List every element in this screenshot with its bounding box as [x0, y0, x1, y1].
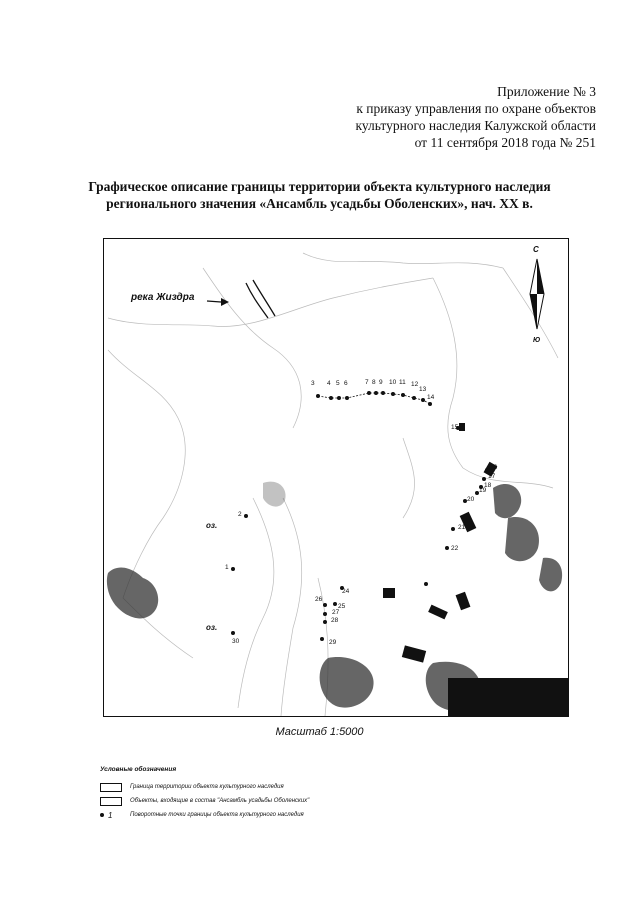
order-reference: к приказу управления по охране объектов: [356, 101, 596, 116]
boundary-point-22-label: 22: [451, 545, 459, 552]
boundary-point-1-dot: [231, 567, 235, 571]
boundary-point-23-dot: [424, 582, 428, 586]
appendix-header: [355, 83, 596, 151]
boundary-point-6-dot: [345, 396, 349, 400]
point-marker-swatch: [100, 811, 122, 820]
map-scale: Масштаб 1:5000: [275, 726, 364, 738]
map-legend: [100, 766, 309, 822]
legend-item-objects-label: Объекты, входящие в состав "Ансамбль усадьбы Оболенских": [130, 798, 310, 804]
boundary-point-10-dot: [391, 392, 395, 396]
boundary-line-swatch: [100, 783, 122, 792]
building-blocks: [383, 423, 568, 716]
boundary-point-6-label: 6: [344, 380, 348, 387]
bridge-lines: [246, 280, 275, 318]
boundary-point-28-label: 28: [331, 617, 339, 624]
boundary-point-10-label: 10: [389, 379, 397, 386]
boundary-point-26-dot: [323, 603, 327, 607]
legend-item-points: [100, 808, 309, 822]
boundary-point-3-dot: [316, 394, 320, 398]
boundary-point-2-dot: [244, 514, 248, 518]
boundary-point-29-dot: [320, 637, 324, 641]
boundary-point-1-label: 1: [225, 564, 229, 571]
boundary-point-13-dot: [421, 398, 425, 402]
boundary-point-14-label: 14: [427, 394, 435, 401]
map-canvas: [103, 238, 569, 717]
river-label: река Жиздра: [131, 292, 195, 303]
lake-label-lower: оз.: [206, 623, 218, 632]
boundary-point-21-dot: [451, 527, 455, 531]
object-box-swatch: [100, 797, 122, 806]
boundary-point-30-dot: [231, 631, 235, 635]
boundary-point-24-label: 24: [342, 588, 350, 595]
boundary-point-27-label: 27: [332, 609, 340, 616]
page-title: [0, 178, 639, 212]
compass-north-label: С: [533, 245, 539, 254]
boundary-point-14-dot: [428, 402, 432, 406]
boundary-point-29-label: 29: [329, 639, 337, 646]
boundary-point-25-dot: [333, 602, 337, 606]
title-line-2: регионального значения «Ансамбль усадьбы Оболенских», нач. XX в.: [106, 196, 533, 211]
boundary-point-5-label: 5: [336, 380, 340, 387]
boundary-point-19-label: 19: [479, 487, 487, 494]
legend-item-boundary: [100, 780, 309, 794]
boundary-point-8-dot: [374, 391, 378, 395]
legend-item-boundary-label: Граница территории объекта культурного наследия: [130, 784, 284, 790]
point-marker-number: 1: [108, 810, 113, 820]
legend-item-points-label: Поворотные точки границы объекта культурного наследия: [130, 812, 304, 818]
boundary-point-13-label: 13: [419, 386, 427, 393]
order-authority: культурного наследия Калужской области: [355, 118, 596, 133]
boundary-point-7-dot: [367, 391, 371, 395]
boundary-point-15-label: 15: [451, 424, 459, 431]
compass-south-label: Ю: [533, 337, 541, 344]
boundary-point-28-dot: [323, 620, 327, 624]
boundary-point-8-label: 8: [372, 379, 376, 386]
boundary-point-30-label: 30: [232, 638, 240, 645]
title-line-1: Графическое описание границы территории объекта культурного наследия: [88, 179, 551, 194]
legend-item-objects: [100, 794, 309, 808]
boundary-point-4-label: 4: [327, 380, 331, 387]
boundary-point-21-label: 21: [458, 524, 466, 531]
boundary-point-12-label: 12: [411, 381, 419, 388]
boundary-point-12-dot: [412, 396, 416, 400]
boundary-map: [103, 238, 569, 717]
boundary-point-27-dot: [323, 612, 327, 616]
boundary-point-4-dot: [329, 396, 333, 400]
boundary-point-11-label: 11: [399, 379, 406, 386]
boundary-point-5-dot: [337, 396, 341, 400]
boundary-point-2-label: 2: [238, 511, 242, 518]
boundary-point-16-dot: [485, 468, 489, 472]
boundary-point-9-label: 9: [379, 379, 383, 386]
boundary-point-22-dot: [445, 546, 449, 550]
boundary-point-7-label: 7: [365, 379, 369, 386]
river-flow-arrow-icon: [207, 298, 229, 306]
appendix-number: Приложение № 3: [497, 84, 596, 99]
boundary-point-26-label: 26: [315, 596, 323, 603]
boundary-point-17-dot: [482, 477, 486, 481]
vegetation-patches: [107, 482, 562, 711]
boundary-point-11-dot: [401, 393, 405, 397]
legend-title: Условные обозначения: [100, 766, 177, 773]
boundary-points: [225, 379, 498, 646]
boundary-point-17-label: 17: [488, 473, 496, 480]
lake-label-upper: оз.: [206, 521, 218, 530]
boundary-point-9-dot: [381, 391, 385, 395]
boundary-point-25-label: 25: [338, 603, 346, 610]
point-dot-icon: [100, 813, 104, 817]
boundary-point-18-label: 18: [484, 482, 492, 489]
boundary-point-20-label: 20: [467, 496, 475, 503]
order-date: от 11 сентября 2018 года № 251: [414, 135, 596, 150]
boundary-point-3-label: 3: [311, 380, 315, 387]
boundary-point-16-label: 16: [490, 464, 498, 471]
